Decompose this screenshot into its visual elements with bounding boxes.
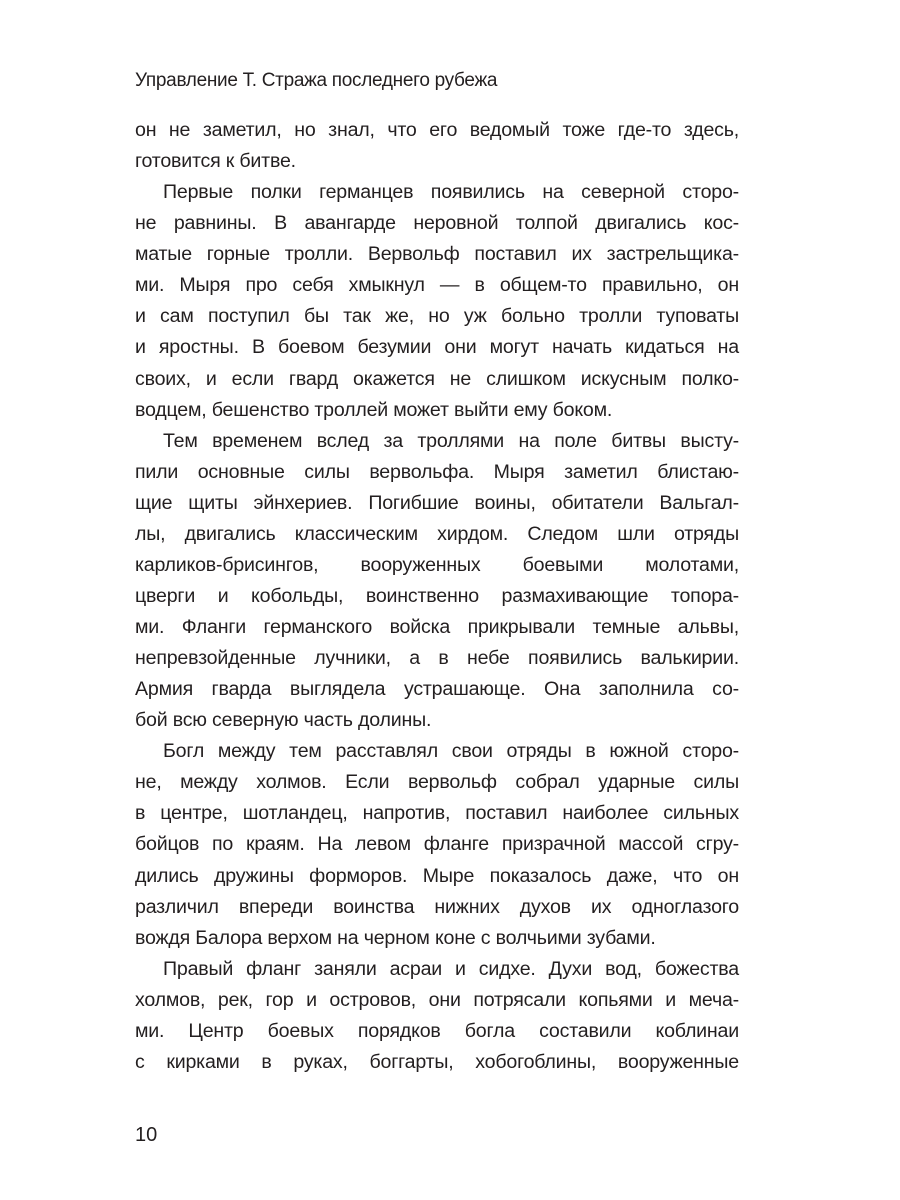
text-line: щие щиты эйнхериев. Погибшие воины, обитатели Вальгал-: [135, 491, 739, 514]
paragraph: [135, 426, 739, 737]
text-line: различил впереди воинства нижних духов их одноглазого: [135, 895, 739, 918]
text-line: ми. Мыря про себя хмыкнул — в общем-то правильно, он: [135, 274, 739, 297]
text-line: холмов, рек, гор и островов, они потрясали копьями и меча-: [135, 988, 739, 1011]
text-line: непревзойденные лучники, а в небе появились валькирии.: [135, 647, 739, 670]
text-line: Богл между тем расставлял свои отряды в южной сторо-: [163, 740, 739, 763]
page-number: 10: [135, 1124, 158, 1146]
text-line: готовится к битве.: [135, 150, 296, 173]
text-line: пили основные силы вервольфа. Мыря заметил блистаю-: [135, 460, 739, 483]
text-line: Тем временем вслед за троллями на поле битвы высту-: [163, 429, 739, 452]
text-line: лы, двигались классическим хирдом. Следом шли отряды: [135, 522, 739, 545]
paragraph: [135, 177, 739, 426]
text-line: своих, и если гвард окажется не слишком искусным полко-: [135, 367, 739, 390]
text-line: он не заметил, но знал, что его ведомый тоже где-то здесь,: [135, 119, 739, 141]
text-line: Первые полки германцев появились на северной сторо-: [163, 181, 739, 204]
text-line: не, между холмов. Если вервольф собрал ударные силы: [135, 771, 739, 794]
text-line: карликов-брисингов, вооруженных боевыми молотами,: [135, 553, 739, 576]
text-line: дились дружины форморов. Мыре показалось даже, что он: [135, 864, 739, 887]
text-line: бойцов по краям. На левом фланге призрачной массой сгру-: [135, 833, 739, 856]
text-line: матые горные тролли. Вервольф поставил их застрельщика-: [135, 243, 739, 266]
text-line: цверги и кобольды, воинственно размахивающие топора-: [135, 584, 739, 607]
text-line: с кирками в руках, боггарты, хобогоблины, вооруженные: [135, 1050, 739, 1073]
paragraph: [135, 954, 739, 1078]
paragraph: [135, 736, 739, 953]
text-line: и яростны. В боевом безумии они могут начать кидаться на: [135, 336, 739, 359]
running-head: Управление Т. Стража последнего рубежа: [135, 70, 498, 91]
text-line: и сам поступил бы так же, но уж больно тролли туповаты: [135, 305, 739, 328]
text-line: бой всю северную часть долины.: [135, 709, 432, 732]
text-line: Армия гварда выглядела устрашающе. Она заполнила со-: [135, 678, 739, 701]
body-text: [135, 115, 739, 1078]
paragraph: [135, 115, 739, 177]
text-line: ми. Центр боевых порядков богла составили коблинаи: [135, 1019, 739, 1042]
text-line: Правый фланг заняли асраи и сидхе. Духи вод, божества: [163, 957, 739, 980]
text-line: водцем, бешенство троллей может выйти ему боком.: [135, 398, 613, 421]
text-line: в центре, шотландец, напротив, поставил наиболее сильных: [135, 802, 739, 825]
text-line: не равнины. В авангарде неровной толпой двигались кос-: [135, 212, 739, 235]
text-line: вождя Балора верхом на черном коне с волчьими зубами.: [135, 926, 656, 949]
text-line: ми. Фланги германского войска прикрывали темные альвы,: [135, 616, 739, 638]
